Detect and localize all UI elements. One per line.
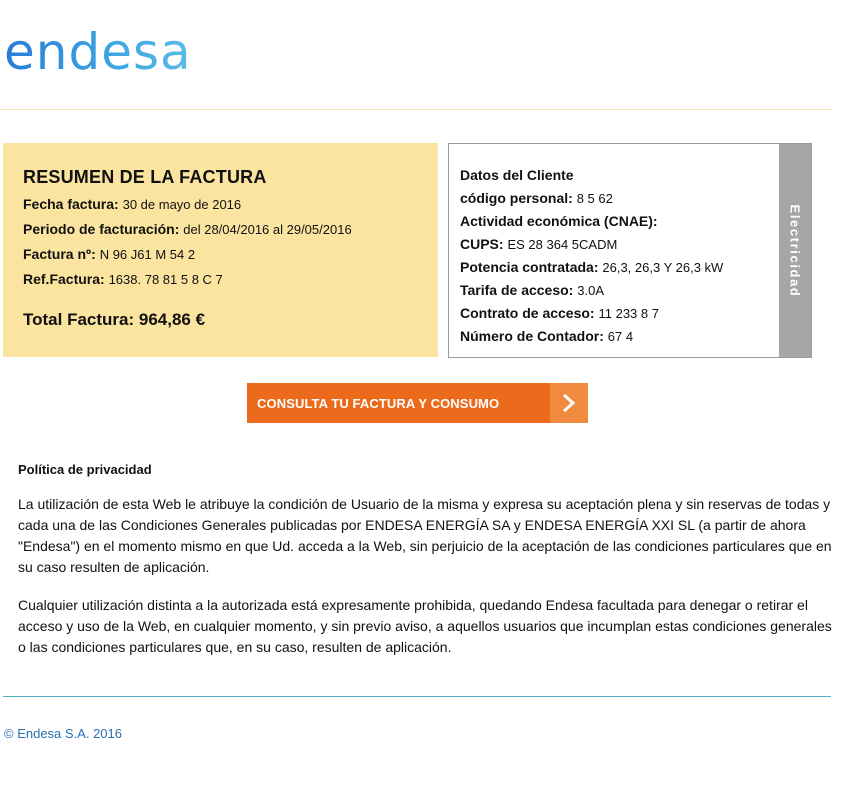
cups-row xyxy=(460,233,723,256)
billing-period-value: del 28/04/2016 al 29/05/2016 xyxy=(183,222,352,237)
billing-period-row xyxy=(23,217,418,242)
invoice-number-row xyxy=(23,242,418,267)
personal-code-label: código personal: xyxy=(460,190,573,206)
invoice-total: Total Factura: 964,86 € xyxy=(23,310,206,329)
header-divider xyxy=(0,109,832,110)
access-tariff-value: 3.0A xyxy=(577,283,604,298)
privacy-paragraph-1: La utilización de esta Web le atribuye la condición de Usuario de la misma y expresa su aceptación plena y sin reservas de todas y cada una de las Condiciones Generales publicadas por ENDESA ENERGÍA SA y ENDESA ENERGÍA XXI SL (a partir de ahora "Endesa") en el momento mismo en que Ud. acceda a la Web, sin perjuicio de la aceptación de las condiciones particulares que en su caso resulten de aplicación. xyxy=(18,496,832,575)
access-tariff-row xyxy=(460,279,723,302)
client-data-panel xyxy=(448,143,812,358)
access-contract-row xyxy=(460,302,723,325)
summary-title: RESUMEN DE LA FACTURA xyxy=(23,167,267,187)
invoice-number-value: N 96 J61 M 54 2 xyxy=(99,247,196,262)
cnae-row xyxy=(460,210,723,233)
access-contract-label: Contrato de acceso: xyxy=(460,305,595,321)
access-contract-value: 11 233 8 7 xyxy=(598,306,659,321)
personal-code-value: 8 5 62 xyxy=(576,191,613,206)
access-tariff-label: Tarifa de acceso: xyxy=(460,282,574,298)
electricity-tab xyxy=(779,144,811,357)
electricity-tab-label: Electricidad xyxy=(787,204,803,297)
invoice-date-value: 30 de mayo de 2016 xyxy=(122,197,242,212)
contracted-power-label: Potencia contratada: xyxy=(460,259,599,275)
endesa-logo[interactable]: endesa xyxy=(4,23,192,81)
privacy-title: Política de privacidad xyxy=(18,462,152,477)
invoice-summary-panel xyxy=(3,143,438,357)
copyright: © Endesa S.A. 2016 xyxy=(4,726,122,741)
privacy-paragraph-2: Cualquier utilización distinta a la autorizada está expresamente prohibida, quedando Endesa facultada para denegar o retirar el acceso y uso de la Web, en cualquier momento, y sin previo aviso, a aquellos usuarios que incumplan estas condiciones generales o las condiciones particulares que, en su caso, resulten de aplicación. xyxy=(18,597,832,655)
invoice-date-row xyxy=(23,192,418,217)
meter-number-label: Número de Contador: xyxy=(460,328,604,344)
invoice-ref-row xyxy=(23,267,418,292)
view-invoice-button-label: CONSULTA TU FACTURA Y CONSUMO xyxy=(257,396,500,411)
view-invoice-button[interactable] xyxy=(247,383,588,423)
footer-divider xyxy=(3,696,831,697)
billing-period-label: Periodo de facturación: xyxy=(23,221,180,237)
cups-value: ES 28 364 5CADM xyxy=(507,237,618,252)
invoice-ref-label: Ref.Factura: xyxy=(23,271,105,287)
cups-label: CUPS: xyxy=(460,236,504,252)
cnae-label: Actividad económica (CNAE): xyxy=(460,213,658,229)
invoice-number-label: Factura nº: xyxy=(23,246,96,262)
contracted-power-value: 26,3, 26,3 Y 26,3 kW xyxy=(602,260,724,275)
invoice-date-label: Fecha factura: xyxy=(23,196,119,212)
chevron-right-icon xyxy=(550,383,588,423)
client-data-title: Datos del Cliente xyxy=(460,167,574,183)
privacy-policy xyxy=(18,459,834,675)
meter-number-row xyxy=(460,325,723,348)
personal-code-row xyxy=(460,187,723,210)
contracted-power-row xyxy=(460,256,723,279)
meter-number-value: 67 4 xyxy=(607,329,634,344)
invoice-ref-value: 1638. 78 81 5 8 C 7 xyxy=(108,272,223,287)
